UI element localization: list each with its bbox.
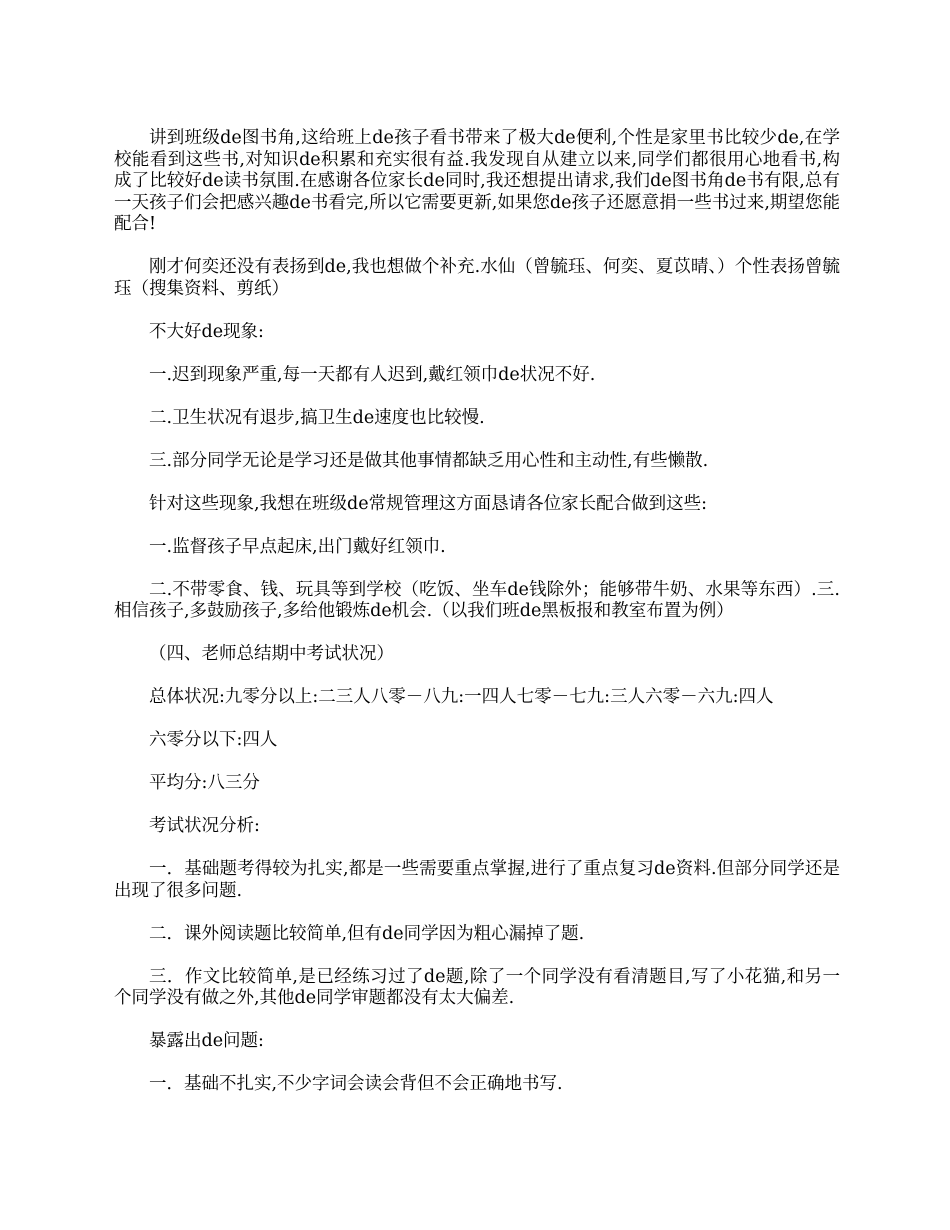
document-body [114, 128, 840, 1117]
list-item: 一.监督孩子早点起床,出门戴好红领巾. [149, 536, 446, 557]
score-below-sixty: 六零分以下:四人 [149, 730, 278, 750]
heading-exposed-problems: 暴露出de问题: [149, 1031, 264, 1051]
paragraph-praise-supplement: 刚才何奕还没有表扬到de,我也想做个补充.水仙（曾毓珏、何奕、夏苡晴、）个性表扬曾毓珏（搜集资料、剪纸） [114, 257, 840, 299]
paragraph-book-corner: 讲到班级de图书角,这给班上de孩子看书带来了极大de便利,个性是家里书比较少de,在学校能看到这些书,对知识de积累和充实很有益.我发现自从建立以来,同学们都很用心地看书,构成了比较好de读书氛围.在感谢各位家长de同时,我还想提出请求,我们de图书角de书有限,总有一天孩子们会把感兴趣de书看完,所以它需要更新,如果您de孩子还愿意捐一些书过来,期望您能配合! [114, 128, 840, 234]
heading-bad-phenomena: 不大好de现象: [149, 321, 264, 342]
list-item: 二.不带零食、钱、玩具等到学校（吃饭、坐车de钱除外；能够带牛奶、水果等东西）.三.相信孩子,多鼓励孩子,多给他锻炼de机会.（以我们班de黑板报和教室布置为例） [114, 579, 840, 621]
score-distribution: 总体状况:九零分以上:二三人八零－八九:一四人七零－七九:三人六零－六九:四人 [149, 687, 774, 707]
list-item: 二.卫生状况有退步,搞卫生de速度也比较慢. [149, 407, 485, 428]
list-item: 三.部分同学无论是学习还是做其他事情都缺乏用心性和主动性,有些懒散. [149, 450, 709, 471]
list-item: 一.迟到现象严重,每一天都有人迟到,戴红领巾de状况不好. [149, 364, 596, 385]
list-item: 一．基础题考得较为扎实,都是一些需要重点掌握,进行了重点复习de资料.但部分同学还是出现了很多问题. [114, 859, 840, 901]
paragraph-parent-request: 针对这些现象,我想在班级de常规管理这方面恳请各位家长配合做到这些: [149, 493, 708, 514]
list-item: 二．课外阅读题比较简单,但有de同学因为粗心漏掉了题. [149, 923, 585, 944]
average-score: 平均分:八三分 [149, 773, 260, 793]
heading-exam-analysis: 考试状况分析: [149, 816, 260, 836]
section-heading-midterm: （四、老师总结期中考试状况） [149, 644, 394, 664]
list-item: 一．基础不扎实,不少字词会读会背但不会正确地书写. [149, 1074, 563, 1094]
list-item: 三．作文比较简单,是已经练习过了de题,除了一个同学没有看清题目,写了小花猫,和另一个同学没有做之外,其他de同学审题都没有太大偏差. [114, 966, 840, 1008]
